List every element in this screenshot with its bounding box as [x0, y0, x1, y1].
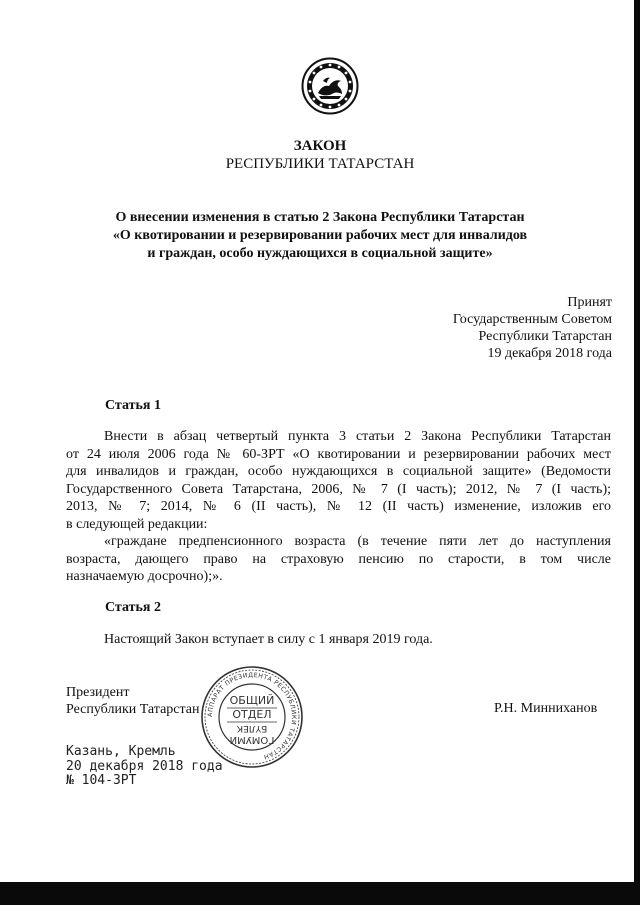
footer-line: Казань, Кремль [66, 744, 176, 759]
stamp-ring-text: АППАРАТ ПРЕЗИДЕНТА РЕСПУБЛИКИ ТАТАРСТАН [206, 671, 298, 761]
document-type-title: ЗАКОН [293, 138, 347, 154]
stamp-text: ОБЩИЙ [229, 694, 275, 707]
text-line: «граждане предпенсионного возраста (в течение пяти лет до наступления [104, 534, 611, 549]
subject-line: и граждан, особо нуждающихся в социальной защите» [147, 246, 493, 261]
stamp-text: ГОМУМИ [229, 734, 275, 745]
scan-edge-right [634, 0, 640, 882]
article-1-body [66, 428, 611, 586]
footer-line: № 104-ЗРТ [66, 773, 137, 788]
article-1-paragraph-2 [66, 533, 611, 586]
text-line: от 24 июля 2006 года № 60-ЗРТ «О квотировании и резервировании рабочих мест [66, 446, 611, 462]
subject-line: О внесении изменения в статью 2 Закона Республики Татарстан [115, 210, 525, 225]
adoption-line: Принят [567, 295, 612, 310]
article-1-paragraph-1 [66, 428, 611, 533]
adoption-line: 19 декабря 2018 года [487, 346, 612, 361]
place-date-number [66, 745, 223, 789]
text-line: для инвалидов и граждан, особо нуждающихся в социальной защите» (Ведомости [66, 464, 611, 479]
text-line: возраста, дающего право на страховую пенсию по старости, в том числе [66, 551, 611, 567]
adoption-line: Государственным Советом [452, 312, 612, 327]
text-line: Государственного Совета Татарстана, 2006, № 7 (I часть); 2012, № 7 (I часть); [66, 481, 611, 497]
article-1-heading: Статья 1 [105, 398, 161, 413]
text-line: Настоящий Закон вступает в силу с 1 января 2019 года. [104, 632, 433, 647]
issuer-title: РЕСПУБЛИКИ ТАТАРСТАН [225, 156, 415, 172]
text-line: в следующей редакции: [66, 516, 208, 532]
tatarstan-emblem-icon [301, 57, 359, 115]
stamp-text: ОТДЕЛ [232, 708, 272, 721]
footer-line: 20 декабря 2018 года [66, 758, 223, 774]
article-2-body [66, 631, 611, 649]
adoption-line: Республики Татарстан [478, 329, 612, 344]
article-2-heading: Статья 2 [105, 600, 161, 615]
signatory-title-line: Президент [66, 685, 130, 700]
law-subject-title [0, 209, 640, 263]
adoption-block [453, 294, 612, 362]
text-line: 2013, № 7; 2014, № 6 (II часть), № 12 (II часть) изменение, изложив его [66, 499, 611, 514]
signatory-title [66, 684, 200, 718]
text-line: назначаемую досрочно);». [66, 569, 223, 584]
signatory-name: Р.Н. Минниханов [494, 701, 598, 716]
text-line: Внести в абзац четвертый пункта 3 статьи 2 Закона Республики Татарстан [104, 429, 611, 444]
signatory-title-line: Республики Татарстан [66, 702, 200, 717]
stamp-text: БҮЛЕК [236, 723, 268, 733]
scan-edge-bottom [0, 882, 640, 905]
subject-line: «О квотировании и резервировании рабочих мест для инвалидов [112, 228, 528, 243]
